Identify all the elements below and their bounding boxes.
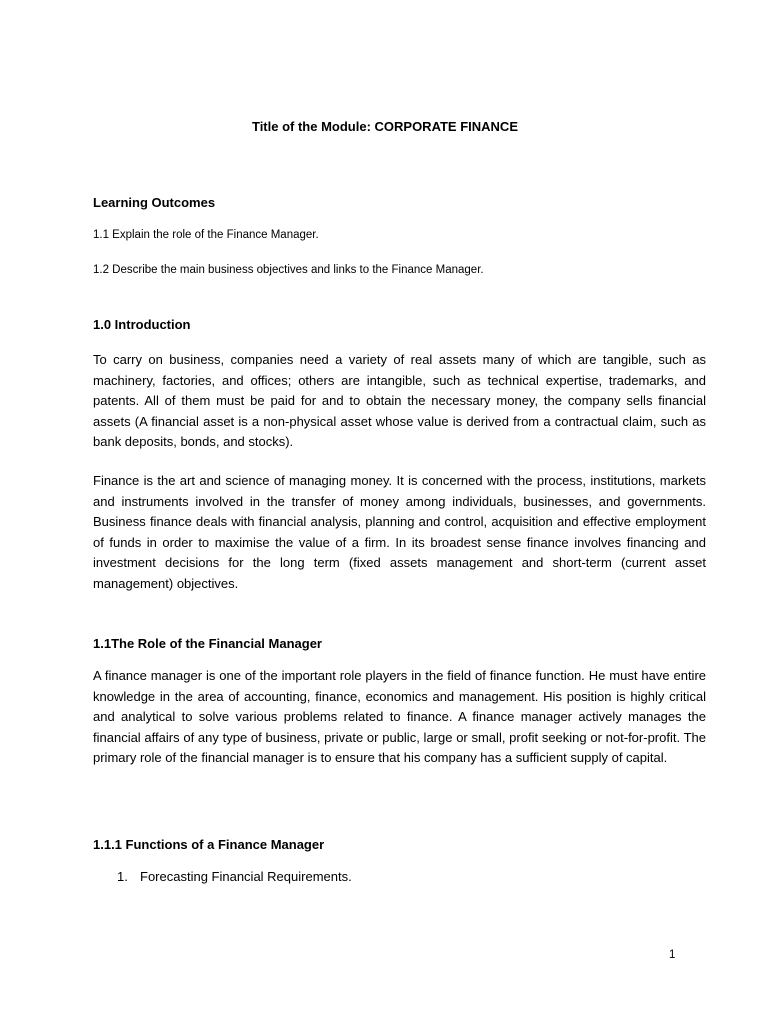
- introduction-paragraph: To carry on business, companies need a variety of real assets many of which are tangible, such as machinery, factories, and offices; others are intangible, such as technical expertise, trademarks, and patents. All of them must be paid for and to obtain the necessary money, the company sells financial assets (A financial asset is a non-physical asset whose value is derived from a contractual claim, such as bank deposits, bonds, and stocks).: [93, 352, 706, 450]
- learning-outcomes-heading: Learning Outcomes: [93, 195, 216, 210]
- learning-outcome-item: 1.2 Describe the main business objectives and links to the Finance Manager.: [93, 264, 484, 276]
- page-number: 1: [669, 949, 676, 961]
- introduction-heading: 1.0 Introduction: [93, 317, 191, 332]
- learning-outcome-item: 1.1 Explain the role of the Finance Manager.: [93, 229, 319, 241]
- introduction-paragraph: Finance is the art and science of managing money. It is concerned with the process, institutions, markets and instruments involved in the transfer of money among individuals, businesses, and governments. Business finance deals with financial analysis, planning and control, acquisition and effective employment of funds in order to maximise the value of a firm. In its broadest sense finance involves financing and investment decisions for the long term (fixed assets management and short-term (current asset management) objectives.: [93, 473, 706, 591]
- module-title: Title of the Module: CORPORATE FINANCE: [251, 119, 518, 134]
- list-item-text: Forecasting Financial Requirements.: [140, 869, 352, 884]
- functions-section-heading: 1.1.1 Functions of a Finance Manager: [93, 837, 325, 852]
- role-section-heading: 1.1The Role of the Financial Manager: [93, 636, 322, 651]
- list-item: [117, 869, 352, 884]
- role-section-paragraph: A finance manager is one of the important role players in the field of finance function. He must have entire knowledge in the area of accounting, finance, economics and management. His position is highly critical and analytical to solve various problems related to finance. A finance manager actively manages the financial affairs of any type of business, private or public, large or small, profit seeking or not-for-profit. The primary role of the financial manager is to ensure that his company has a sufficient supply of capital.: [93, 668, 706, 766]
- list-item-number: 1.: [117, 869, 128, 884]
